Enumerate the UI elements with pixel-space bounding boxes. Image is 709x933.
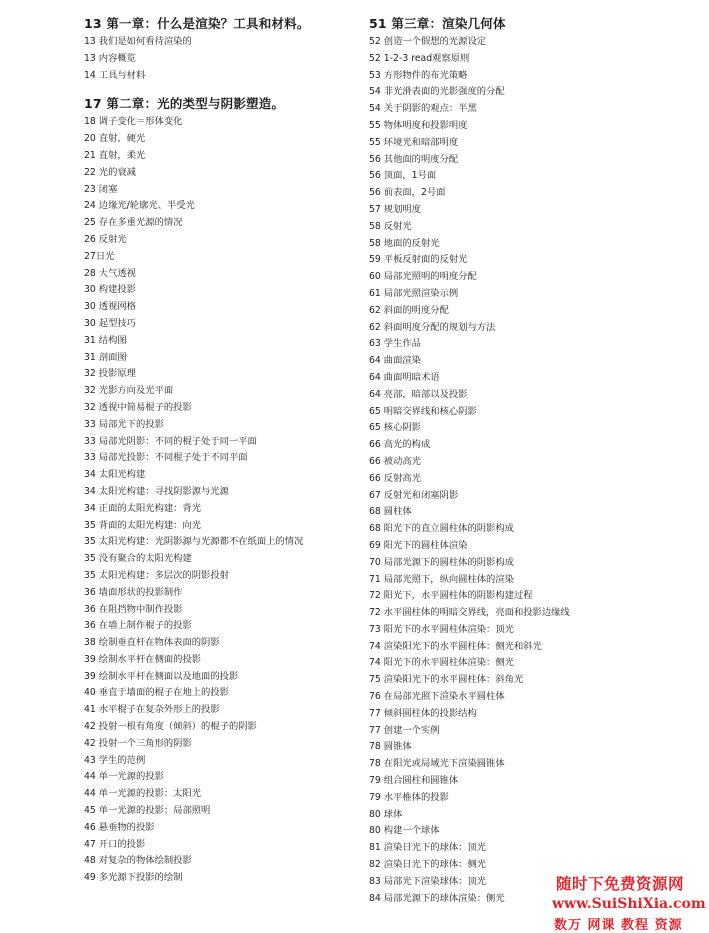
toc-entry: 65 核心阴影: [369, 422, 421, 434]
toc-entry: 64 亮部，暗部以及投影: [369, 388, 468, 400]
toc-entry: 54 非光滑表面的光影强度的分配: [369, 86, 505, 98]
toc-entry: 58 反射光: [369, 220, 412, 232]
toc-entry: 38 绘制垂直杆在物体表面的阴影: [84, 637, 220, 649]
toc-entry: 72 阳光下，水平圆柱体的阴影构建过程: [369, 590, 533, 602]
toc-entry: 14 工具与材料: [84, 69, 146, 81]
toc-entry: 79 组合圆柱和圆锥体: [369, 775, 459, 787]
toc-left-column: [84, 14, 354, 887]
chapter-heading: 51 第三章：渲染几何体: [369, 16, 506, 31]
toc-entry: 46 悬垂物的投影: [84, 821, 155, 833]
toc-entry: 79 水平椎体的投影: [369, 791, 449, 803]
toc-entry: 67 反射光和闭塞阴影: [369, 489, 459, 501]
section-spacer: [84, 84, 354, 94]
toc-entry: 30 起型技巧: [84, 317, 136, 329]
toc-entry: 41 水平棍子在复杂外形上的投影: [84, 704, 220, 716]
toc-entry: 28 大气透视: [84, 267, 136, 279]
toc-entry: 13 我们是如何看待渲染的: [84, 36, 192, 47]
toc-entry: 13 内容概览: [84, 52, 136, 64]
toc-entry: 39 绘制水平杆在侧面的投影: [84, 653, 202, 665]
toc-entry: 35 没有聚合的太阳光构建: [84, 553, 192, 565]
toc-entry: 78 在阳光或局域光下渲染圆锥体: [369, 758, 505, 770]
toc-entry: 35 太阳光构建：多层次的阴影投射: [84, 569, 229, 581]
toc-entry: 47 开口的投影: [84, 838, 146, 850]
toc-entry: 74 阳光下的水平圆柱体渲染：侧光: [369, 657, 514, 669]
site-watermark: [548, 872, 708, 933]
toc-entry: 74 渲染阳光下的水平圆柱体：侧光和斜光: [369, 640, 542, 652]
toc-entry: 66 高光的构成: [369, 439, 431, 451]
toc-entry: 56 前表面，2号面: [369, 187, 446, 199]
toc-entry: 57 规划明度: [369, 203, 421, 215]
toc-entry: 66 反射高光: [369, 472, 421, 484]
toc-entry: 62 斜面明度分配的规划与方法: [369, 321, 496, 333]
toc-entry: 55 物体明度和投影明度: [369, 119, 468, 131]
toc-entry: 34 太阳光构建：寻找阴影源与光源: [84, 485, 229, 497]
toc-entry: 80 构建一个球体: [369, 825, 440, 837]
toc-entry: 44 单一光源的投影: [84, 771, 164, 783]
toc-entry: 53 方形物件的布光策略: [369, 69, 468, 81]
toc-entry: 71 局部光照下，纵向圆柱体的渲染: [369, 573, 514, 585]
toc-entry: 21 直射，柔光: [84, 149, 146, 161]
toc-entry: 26 反射光: [84, 233, 127, 245]
toc-entry: 31 结构图: [84, 334, 127, 346]
toc-entry: 68 阳光下的直立圆柱体的阴影构成: [369, 523, 514, 535]
toc-entry: 33 局部光投影：不同棍子处于不同平面: [84, 452, 248, 464]
toc-entry: 83 局部光下渲染球体：顶光: [369, 875, 487, 887]
toc-entry: 42 投射一个三角形的阴影: [84, 737, 192, 749]
toc-entry: 33 局部光阴影：不同的棍子处于同一平面: [84, 435, 257, 447]
watermark-tagline: 数万 网课 教程 资源: [554, 918, 683, 933]
toc-entry: 34 太阳光构建: [84, 469, 146, 481]
toc-right-column: [369, 14, 649, 907]
toc-entry: 73 阳光下的水平圆柱体渲染：顶光: [369, 623, 514, 635]
toc-entry: 61 局部光照渲染示例: [369, 287, 459, 299]
toc-entry: 77 倾斜圆柱体的投影结构: [369, 707, 477, 719]
toc-entry: 69 阳光下的圆柱体渲染: [369, 539, 468, 551]
toc-entry: 43 学生的范例: [84, 754, 146, 766]
toc-entry: 84 局部光源下的球体渲染：侧光: [369, 892, 505, 904]
toc-entry: 18 调子变化＝形体变化: [84, 116, 183, 128]
chapter-heading: 13 第一章：什么是渲染？工具和材料。: [84, 16, 310, 31]
toc-entry: 44 单一光源的投影：太阳光: [84, 788, 202, 800]
toc-entry: 36 在墙上制作棍子的投影: [84, 620, 192, 632]
toc-entry: 39 绘制水平杆在侧面以及地面的投影: [84, 670, 239, 682]
chapter-heading: 17 第二章：光的类型与阴影塑造。: [84, 96, 285, 112]
toc-entry: 23 闭塞: [84, 183, 118, 195]
watermark-title: 随时下免费资源网: [556, 875, 685, 893]
toc-entry: 32 光影方向及光平面: [84, 385, 174, 397]
toc-entry: 52 1-2-3 read观察原则: [369, 52, 470, 64]
toc-entry: 42 投射一根有角度（倾斜）的棍子的阴影: [84, 721, 257, 733]
toc-entry: 30 构建投影: [84, 284, 136, 296]
toc-entry: 25 存在多重光源的情况: [84, 217, 183, 229]
toc-entry: 66 被动高光: [369, 455, 421, 467]
toc-entry: 68 圆柱体: [369, 506, 412, 518]
watermark-url: www.SuiShiXia.com: [552, 896, 706, 912]
toc-entry: 65 明暗交界线和核心阴影: [369, 405, 477, 417]
toc-entry: 64 曲面明暗术语: [369, 371, 440, 383]
toc-entry: 52 创造一个假想的光源设定: [369, 36, 487, 47]
toc-entry: 35 太阳光构建：光阴影源与光源都不在纸面上的情况: [84, 536, 304, 548]
toc-entry: 70 局部光源下的圆柱体的阴影构成: [369, 556, 514, 568]
toc-entry: 20 直射，硬光: [84, 133, 146, 145]
toc-entry: 76 在局部光照下渲染水平圆柱体: [369, 691, 505, 703]
toc-entry: 30 透视网格: [84, 301, 136, 313]
toc-entry: 34 正面的太阳光构建：背光: [84, 502, 202, 514]
toc-entry: 31 剖面图: [84, 351, 127, 363]
toc-entry: 82 渲染日光下的球体：侧光: [369, 859, 487, 871]
toc-entry: 60 局部光照明的明度分配: [369, 271, 477, 283]
toc-entry: 40 垂直于墙面的棍子在地上的投影: [84, 687, 229, 699]
toc-entry: 80 球体: [369, 808, 403, 820]
toc-entry: 33 局部光下的投影: [84, 418, 164, 430]
toc-entry: 81 渲染日光下的球体：顶光: [369, 842, 487, 854]
toc-entry: 55 环境光和暗部明度: [369, 136, 459, 148]
toc-entry: 45 单一光源的投影：局部照明: [84, 805, 211, 817]
toc-entry: 64 曲面渲染: [369, 355, 421, 367]
toc-entry: 58 地面的反射光: [369, 237, 440, 249]
toc-entry: 59 平板反射面的反射光: [369, 254, 468, 266]
toc-entry: 32 透视中简易棍子的投影: [84, 401, 192, 413]
toc-entry: 22 光的衰减: [84, 166, 136, 178]
toc-entry: 49 多光源下投影的绘制: [84, 872, 183, 884]
toc-entry: 27日光: [84, 250, 115, 262]
toc-entry: 24 边缘光/轮廓光、半受光: [84, 200, 195, 212]
toc-entry: 36 墙面形状的投影制作: [84, 586, 183, 598]
toc-entry: 56 其他面的明度分配: [369, 153, 459, 165]
toc-entry: 54 关于阴影的观点：半黑: [369, 103, 477, 115]
toc-entry: 48 对复杂的物体绘制投影: [84, 855, 192, 867]
toc-entry: 72 水平圆柱体的明暗交界线，亮面和投影边缘线: [369, 607, 570, 619]
toc-entry: 35 背面的太阳光构建：向光: [84, 519, 202, 531]
toc-entry: 78 圆锥体: [369, 741, 412, 753]
toc-entry: 77 创建一个实例: [369, 724, 440, 736]
toc-entry: 62 斜面的明度分配: [369, 304, 449, 316]
toc-entry: 75 渲染阳光下的水平圆柱体：斜角光: [369, 674, 524, 686]
toc-entry: 36 在阻挡物中制作投影: [84, 603, 183, 615]
toc-entry: 32 投影原理: [84, 368, 136, 380]
toc-entry: 63 学生作品: [369, 338, 421, 350]
toc-entry: 56 顶面，1号面: [369, 170, 437, 182]
